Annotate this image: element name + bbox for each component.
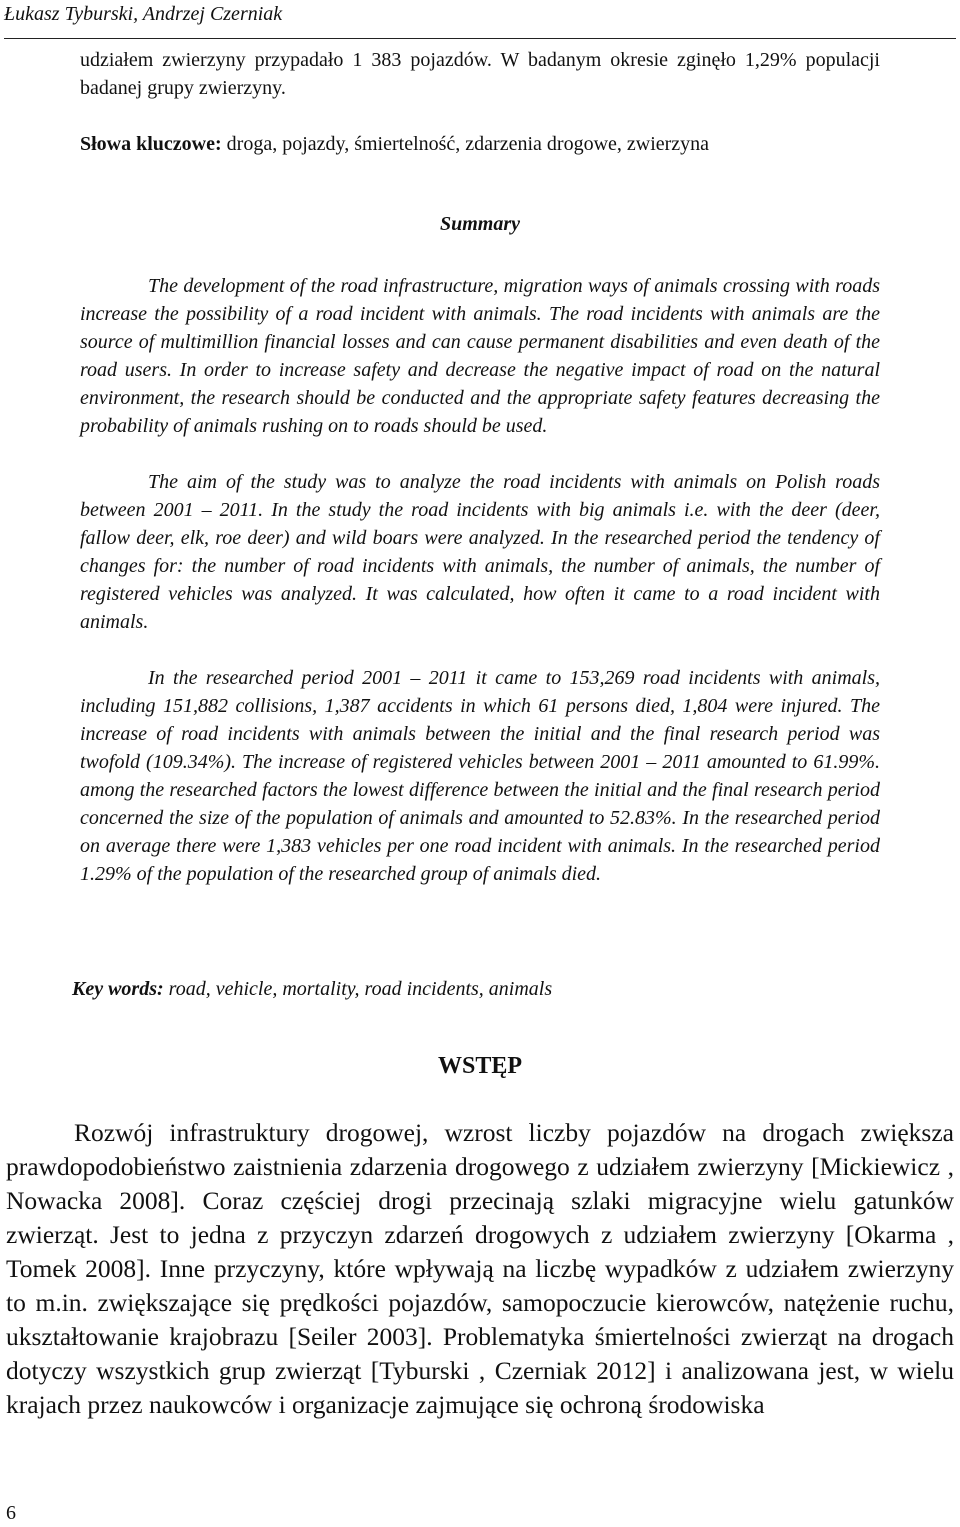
keywords-en — [72, 975, 552, 1003]
keywords-en-value: road, vehicle, mortality, road incidents, animals — [163, 978, 553, 1000]
summary-title: Summary — [439, 213, 521, 235]
intro-paragraph: Rozwój infrastruktury drogowej, wzrost liczby pojazdów na drogach zwiększa prawdopodobieństwo zaistnienia zdarzenia drogowego z udziałem zwierzyny [Mickiewicz , Nowacka 2008]. Coraz częściej drogi przecinają szlaki migracyjne wielu gatunków zwierząt. Jest to jedna z przyczyn zdarzeń drogowych z udziałem zwierzyny [Okarma , Tomek 2008]. Inne przyczyny, które wpływają na liczbę wypadków z udziałem zwierzyny to m.in. zwiększające się prędkości pojazdów, samopoczucie kierowców, natężenie ruchu, ukształtowanie krajobrazu [Seiler 2003]. Problematyka śmiertelności zwierząt na drogach dotyczy wszystkich grup zwierząt [Tyburski , Czerniak 2012] i analizowana jest, w wielu krajach przez naukowców i organizacje zajmujące się ochroną środowiska — [6, 1118, 954, 1419]
keywords-en-label: Key words: — [72, 978, 164, 1000]
summary-paragraph-2: The aim of the study was to analyze the road incidents with animals on Polish roads between 2001 – 2011. In the study the road incidents with big animals i.e. with the deer (deer, fallow deer, elk, roe deer) and wild boars were analyzed. In the researched period the tendency of changes for: the number of road incidents with animals, the number of animals, the number of registered vehicles was analyzed. It was calculated, how often it came to a road incident with animals. — [80, 471, 880, 633]
keywords-pl — [80, 130, 880, 158]
running-header — [4, 0, 956, 39]
header-authors: Łukasz Tyburski, Andrzej Czerniak — [4, 3, 283, 25]
keywords-pl-value: droga, pojazdy, śmiertelność, zdarzenia drogowe, zwierzyna — [221, 133, 710, 155]
summary-paragraph-1: The development of the road infrastructure, migration ways of animals crossing with roads increase the possibility of a road incident with animals. The road incidents with animals are the source of multimillion financial losses and can cause permanent disabilities and even death of the road users. In order to increase safety and decrease the negative impact of road on the natural environment, the research should be conducted and the appropriate safety features decreasing the probability of animals rushing on to roads should be used. — [80, 275, 880, 437]
abstract-pl-ending: udziałem zwierzyny przypadało 1 383 pojazdów. W badanym okresie zginęło 1,29% populacji badanej grupy zwierzyny. — [80, 49, 880, 99]
summary-paragraph-3: In the researched period 2001 – 2011 it came to 153,269 road incidents with animals, including 151,882 collisions, 1,387 accidents in which 61 persons died, 1,804 were injured. The increase of road incidents with animals between the initial and the final research period was twofold (109.34%). The increase of registered vehicles between 2001 – 2011 amounted to 61.99%. among the researched factors the lowest difference between the initial and the final research period concerned the size of the population of animals and amounted to 52.83%. In the researched period on average there were 1,383 vehicles per one road incident with animals. In the researched period 1.29% of the population of the researched group of animals died. — [80, 667, 880, 885]
section-title: WSTĘP — [437, 1053, 523, 1079]
keywords-pl-label: Słowa kluczowe: — [80, 133, 222, 155]
page-number: 6 — [6, 1502, 16, 1524]
